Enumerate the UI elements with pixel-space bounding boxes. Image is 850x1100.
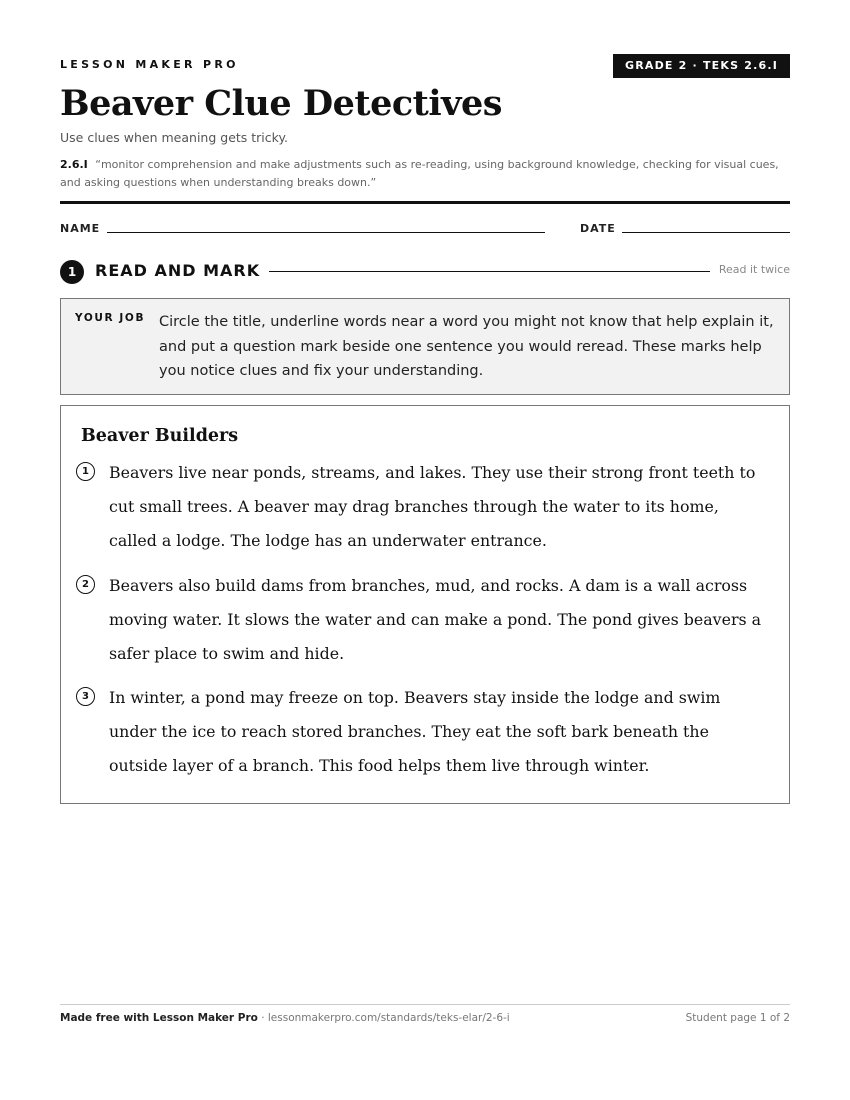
header-divider: [60, 201, 790, 204]
paragraph-text: In winter, a pond may freeze on top. Beavers stay inside the lodge and swim under the ice to reach stored branches. They eat the soft bark beneath the outside layer of a branch. This food helps them live through winter.: [109, 688, 721, 775]
footer-divider: [60, 1004, 790, 1005]
brand-name: LESSON MAKER PRO: [60, 58, 239, 71]
standard-text: “monitor comprehension and make adjustments such as re-reading, using background knowledge, checking for visual cues, and asking questions when understanding breaks down.”: [60, 158, 779, 189]
section-title: READ AND MARK: [95, 261, 261, 280]
passage-title: Beaver Builders: [81, 426, 239, 446]
date-field[interactable]: [622, 232, 790, 233]
section-number-badge: 1: [60, 260, 84, 284]
paragraph-text: Beavers also build dams from branches, mud, and rocks. A dam is a wall across moving water. It slows the water and can make a pond. The pond gives beavers a safer place to swim and hide.: [109, 576, 762, 663]
worksheet-page: [60, 0, 790, 1100]
footer-page-number: Student page 1 of 2: [685, 1012, 790, 1024]
job-text: Circle the title, underline words near a word you might not know that help explain it, and put a question mark beside one sentence you would reread. These marks help you notice clues and fix your understanding.: [159, 314, 774, 379]
page-subtitle: Use clues when meaning gets tricky.: [60, 130, 289, 145]
job-instructions-box: [60, 298, 790, 395]
page-title: Beaver Clue Detectives: [60, 83, 502, 124]
footer-url-link[interactable]: lessonmakerpro.com/standards/teks-elar/2-6-i: [267, 1012, 510, 1024]
paragraph-number: 2: [76, 575, 95, 594]
job-label: YOUR JOB: [75, 312, 146, 324]
paragraph-number: 1: [76, 462, 95, 481]
standard-description: [60, 156, 790, 192]
date-label: DATE: [580, 222, 616, 235]
footer-made-by: Made free with Lesson Maker Pro: [60, 1012, 258, 1024]
grade-badge: GRADE 2 · TEKS 2.6.I: [613, 54, 790, 78]
paragraph-text: Beavers live near ponds, streams, and lakes. They use their strong front teeth to cut small trees. A beaver may drag branches through the water to its home, called a lodge. The lodge has an underwater entrance.: [109, 463, 756, 550]
paragraph-number: 3: [76, 687, 95, 706]
name-label: NAME: [60, 222, 101, 235]
section-note: Read it twice: [718, 263, 790, 276]
section-divider: [269, 271, 710, 272]
footer-credit: [60, 1012, 510, 1024]
footer-separator: ·: [257, 1012, 268, 1024]
standard-code: 2.6.I: [60, 158, 88, 171]
name-field[interactable]: [107, 232, 545, 233]
passage-box: [60, 405, 790, 804]
